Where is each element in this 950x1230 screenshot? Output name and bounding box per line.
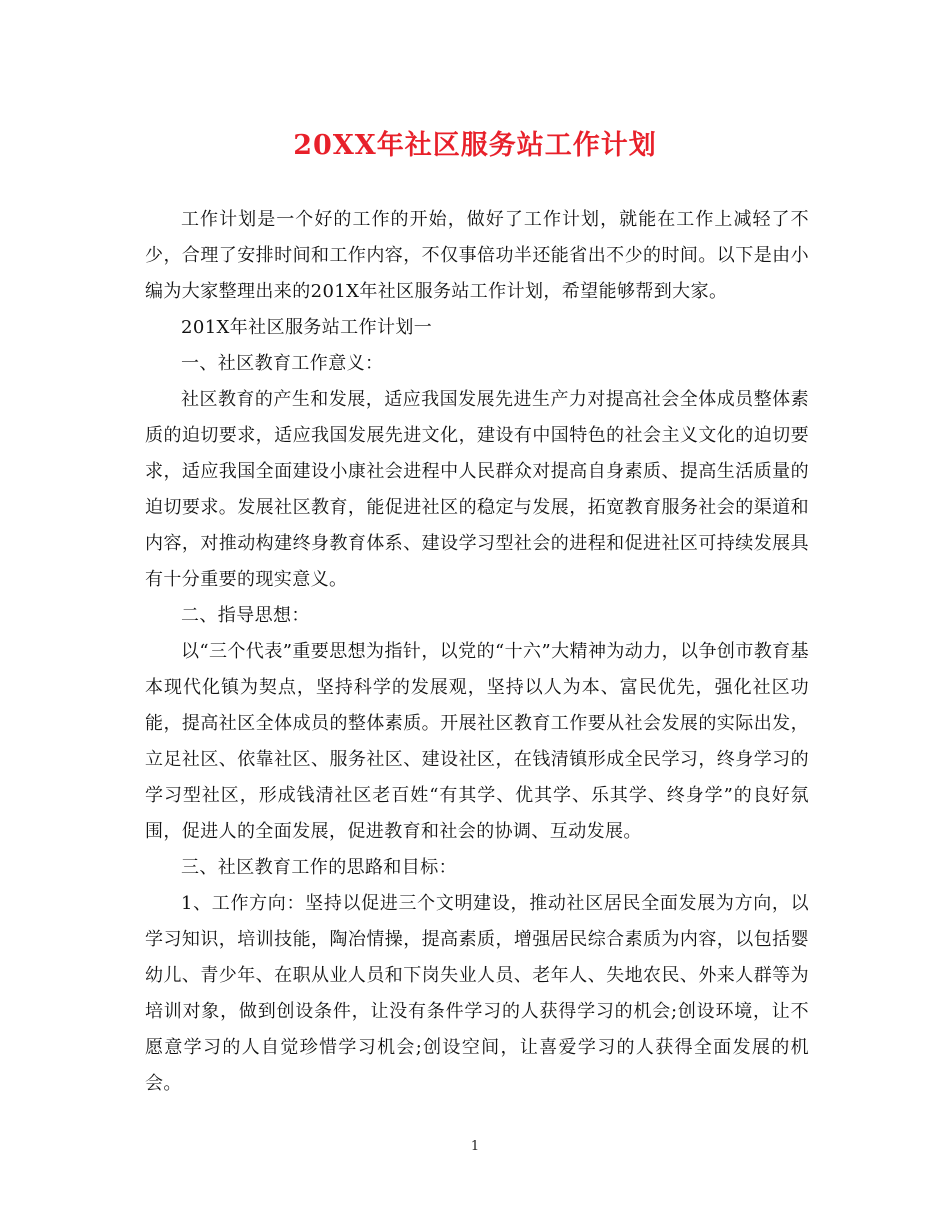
paragraph-intro: 工作计划是一个好的工作的开始，做好了工作计划，就能在工作上减轻了不少，合理了安排时间和工作内容，不仅事倍功半还能省出不少的时间。以下是由小编为大家整理出来的201X年社区服务站工作计划，希望能够帮到大家。 — [145, 209, 809, 302]
paragraph-significance: 社区教育的产生和发展，适应我国发展先进生产力对提高社会全体成员整体素质的迫切要求，适应我国发展先进文化，建设有中国特色的社会主义文化的迫切要求，适应我国全面建设小康社会进程中人民群众对提高自身素质、提高生活质量的迫切要求。发展社区教育，能促进社区的稳定与发展，拓宽教育服务社会的渠道和内容，对推动构建终身教育体系、建设学习型社会的进程和促进社区可持续发展具有十分重要的现实意义。 — [145, 389, 809, 590]
page-number: 1 — [470, 1139, 480, 1154]
paragraph-work-direction: 1、工作方向：坚持以促进三个文明建设，推动社区居民全面发展为方向，以学习知识，培训技能，陶冶情操，提高素质，增强居民综合素质为内容，以包括婴幼儿、青少年、在职从业人员和下岗失业人员、老年人、失地农民、外来人群等为培训对象，做到创设条件，让没有条件学习的人获得学习的机会;创设环境，让不愿意学习的人自觉珍惜学习机会;创设空间，让喜爱学习的人获得全面发展的机会。 — [145, 893, 809, 1094]
section-heading-guiding-thought: 二、指导思想： — [181, 605, 310, 626]
section-heading-significance: 一、社区教育工作意义： — [181, 353, 384, 374]
paragraph-plan-heading: 201X年社区服务站工作计划一 — [181, 317, 433, 338]
document-body — [145, 202, 809, 1102]
paragraph-guiding-thought: 以“三个代表”重要思想为指针，以党的“十六”大精神为动力，以争创市教育基本现代化镇为契点，坚持科学的发展观，坚持以人为本、富民优先，强化社区功能，提高社区全体成员的整体素质。开展社区教育工作要从社会发展的实际出发，立足社区、依靠社区、服务社区、建设社区，在钱清镇形成全民学习，终身学习的学习型社区，形成钱清社区老百姓“有其学、优其学、乐其学、终身学”的良好氛围，促进人的全面发展，促进教育和社会的协调、互动发展。 — [145, 641, 809, 842]
document-title: 20XX年社区服务站工作计划 — [293, 130, 657, 161]
section-heading-goals: 三、社区教育工作的思路和目标： — [181, 857, 457, 878]
